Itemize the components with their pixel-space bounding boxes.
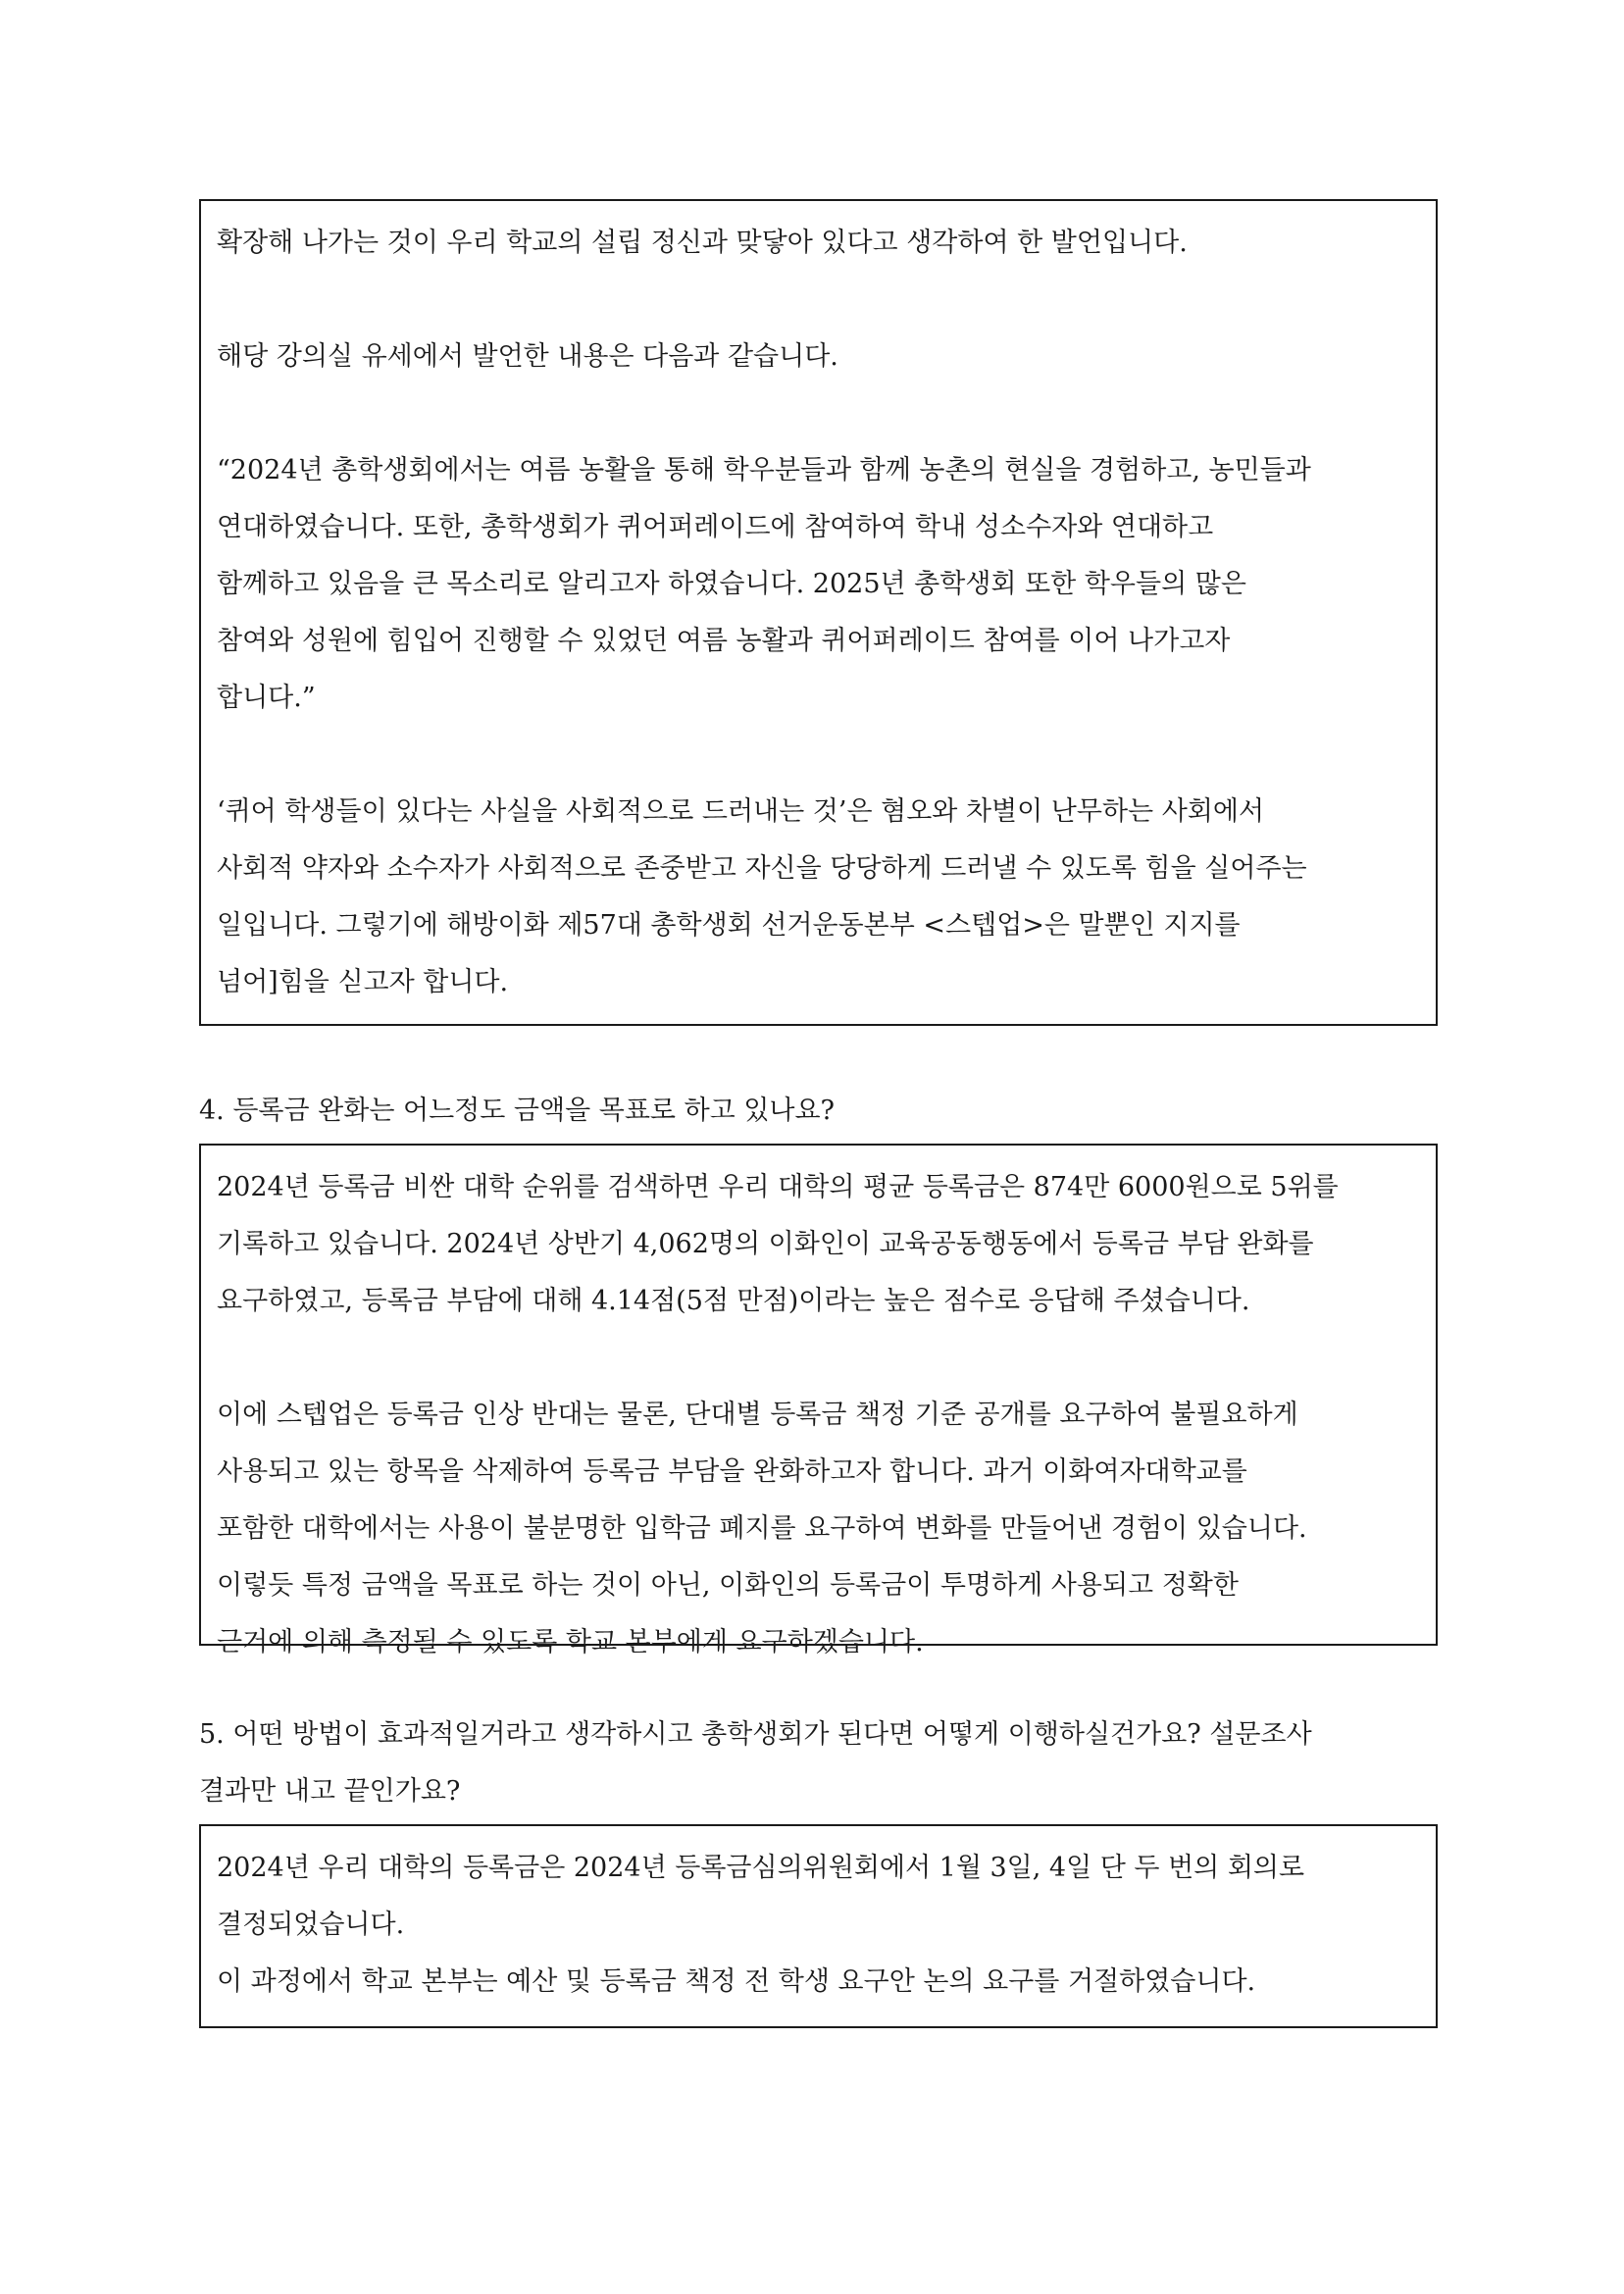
answer-paragraph: 확장해 나가는 것이 우리 학교의 설립 정신과 맞닿아 있다고 생각하여 한 발언입니다. <box>217 228 1188 258</box>
answer-paragraph: ‘퀴어 학생들이 있다는 사실을 사회적으로 드러내는 것’은 혐오와 차별이 난무하는 사회에서 사회적 약자와 소수자가 사회적으로 존중받고 자신을 당당하게 드러낼 수 있도록 힘을 실어주는 일입니다. 그렇기에 해방이화 제57대 총학생회 선거운동본부 <스텝업>은 말뿐인 지지를 넘어]힘을 싣고자 합니다. <box>217 796 1307 997</box>
answer-box-4 <box>199 1144 1438 1657</box>
answer-quote-paragraph: “2024년 총학생회에서는 여름 농활을 통해 학우분들과 함께 농촌의 현실을 경험하고, 농민들과 연대하였습니다. 또한, 총학생회가 퀴어퍼레이드에 참여하여 학내 성소수자와 연대하고 함께하고 있음을 큰 목소리로 알리고자 하였습니다. 2025년 총학생회 또한 학우들의 많은 참여와 성원에 힘입어 진행할 수 있었던 여름 농활과 퀴어퍼레이드 참여를 이어 나가고자 합니다.” <box>217 455 1311 713</box>
answer-paragraph: 이에 스텝업은 등록금 인상 반대는 물론, 단대별 등록금 책정 기준 공개를 요구하여 불필요하게 사용되고 있는 항목을 삭제하여 등록금 부담을 완화하고자 합니다. 과거 이화여자대학교를 포함한 대학에서는 사용이 불분명한 입학금 폐지를 요구하여 변화를 만들어낸 경험이 있습니다. 이렇듯 특정 금액을 목표로 하는 것이 아닌, 이화인의 등록금이 투명하게 사용되고 정확한 근거에 의해 측정될 수 있도록 학교 본부에게 요구하겠습니다. <box>217 1400 1307 1657</box>
question-5: 5. 어떤 방법이 효과적일거라고 생각하시고 총학생회가 된다면 어떻게 이행하실건가요? 설문조사 결과만 내고 끝인가요? <box>199 1719 1312 1807</box>
answer-box-5 <box>199 1824 1438 2028</box>
question-4: 4. 등록금 완화는 어느정도 금액을 목표로 하고 있나요? <box>199 1096 836 1126</box>
document-page <box>199 199 1438 2028</box>
answer-paragraph: 2024년 등록금 비싼 대학 순위를 검색하면 우리 대학의 평균 등록금은 874만 6000원으로 5위를 기록하고 있습니다. 2024년 상반기 4,062명의 이화인이 교육공동행동에서 등록금 부담 완화를 요구하였고, 등록금 부담에 대해 4.14점(5점 만점)이라는 높은 점수로 응답해 주셨습니다. <box>217 1172 1339 1316</box>
answer-box-3-continued <box>199 199 1438 1026</box>
answer-paragraph: 이 과정에서 학교 본부는 예산 및 등록금 책정 전 학생 요구안 논의 요구를 거절하였습니다. <box>217 1966 1256 1997</box>
answer-paragraph: 2024년 우리 대학의 등록금은 2024년 등록금심의위원회에서 1월 3일, 4일 단 두 번의 회의로 결정되었습니다. <box>217 1853 1305 1940</box>
answer-paragraph: 해당 강의실 유세에서 발언한 내용은 다음과 같습니다. <box>217 341 838 372</box>
